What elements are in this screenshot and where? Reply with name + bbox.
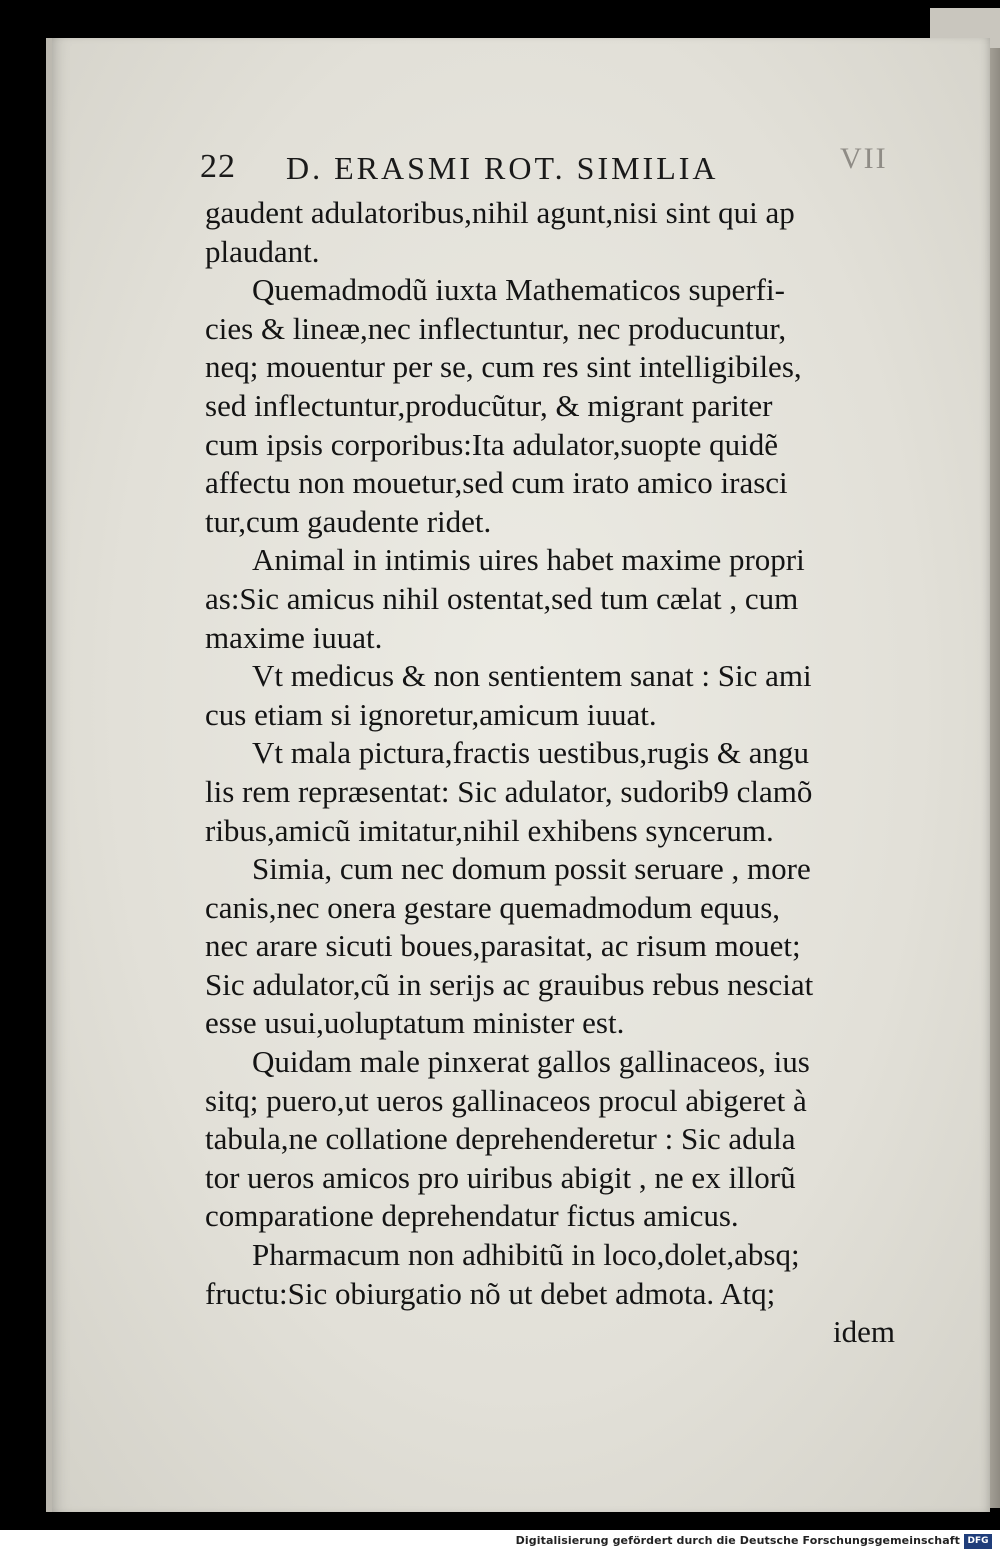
running-title: D. ERASMI ROT. SIMILIA xyxy=(286,150,719,186)
text-line: Pharmacum non adhibitũ in loco,dolet,absq; xyxy=(252,1237,800,1273)
text-line: tor ueros amicos pro uiribus abigit , ne ex illorũ xyxy=(205,1159,796,1195)
text-line: as:Sic amicus nihil ostentat,sed tum cælat , cum xyxy=(205,580,799,616)
text-line: comparatione deprehendatur fictus amicus. xyxy=(205,1198,739,1234)
page-number: 22 xyxy=(200,148,236,185)
footer-bar xyxy=(0,1530,1000,1554)
dfg-logo: DFG xyxy=(964,1534,992,1549)
body-text xyxy=(205,194,905,1352)
text-line: Vt mala pictura,fractis uestibus,rugis & angu xyxy=(252,735,810,771)
text-line: plaudant. xyxy=(205,233,320,269)
text-line: Quidam male pinxerat gallos gallinaceos, ius xyxy=(252,1044,810,1080)
running-header xyxy=(200,142,900,192)
text-line: neq; mouentur per se, cum res sint intelligibiles, xyxy=(205,349,802,385)
text-line: Vt medicus & non sentientem sanat : Sic ami xyxy=(252,658,812,694)
text-line: cies & lineæ,nec inflectuntur, nec producuntur, xyxy=(205,310,787,346)
text-line: affectu non mouetur,sed cum irato amico irasci xyxy=(205,465,788,501)
text-line: cum ipsis corporibus:Ita adulator,suopte quidẽ xyxy=(205,426,779,462)
text-line: Simia, cum nec domum possit seruare , more xyxy=(252,851,811,887)
text-line: tabula,ne collatione deprehenderetur : Sic adula xyxy=(205,1121,796,1157)
text-line: sitq; puero,ut ueros gallinaceos procul abigeret à xyxy=(205,1082,807,1118)
text-line: cus etiam si ignoretur,amicum iuuat. xyxy=(205,696,657,732)
text-line: canis,nec onera gestare quemadmodum equus, xyxy=(205,889,781,925)
text-line: ribus,amicũ imitatur,nihil exhibens syncerum. xyxy=(205,812,774,848)
text-line: Sic adulator,cũ in serijs ac grauibus rebus nesciat xyxy=(205,966,814,1002)
text-line: Quemadmodũ iuxta Mathematicos superfi- xyxy=(252,272,785,308)
page-left-edge xyxy=(46,38,52,1512)
text-line: gaudent adulatoribus,nihil agunt,nisi sint qui ap xyxy=(205,195,795,230)
text-line: Animal in intimis uires habet maxime propri xyxy=(252,542,805,578)
text-line: lis rem repræsentat: Sic adulator, sudorib9 clamõ xyxy=(205,773,813,809)
text-line: fructu:Sic obiurgatio nõ ut debet admota. Atq; xyxy=(205,1275,776,1311)
text-line: nec arare sicuti boues,parasitat, ac risum mouet; xyxy=(205,928,801,964)
bleed-through-text: VII xyxy=(840,142,888,175)
text-line: sed inflectuntur,producũtur, & migrant pariter xyxy=(205,387,773,423)
funding-credit: Digitalisierung gefördert durch die Deutsche Forschungsgemeinschaft xyxy=(515,1534,960,1547)
text-line: maxime iuuat. xyxy=(205,619,383,655)
text-line: tur,cum gaudente ridet. xyxy=(205,503,492,539)
text-line: esse usui,uoluptatum minister est. xyxy=(205,1005,625,1041)
catchword: idem xyxy=(833,1314,895,1350)
